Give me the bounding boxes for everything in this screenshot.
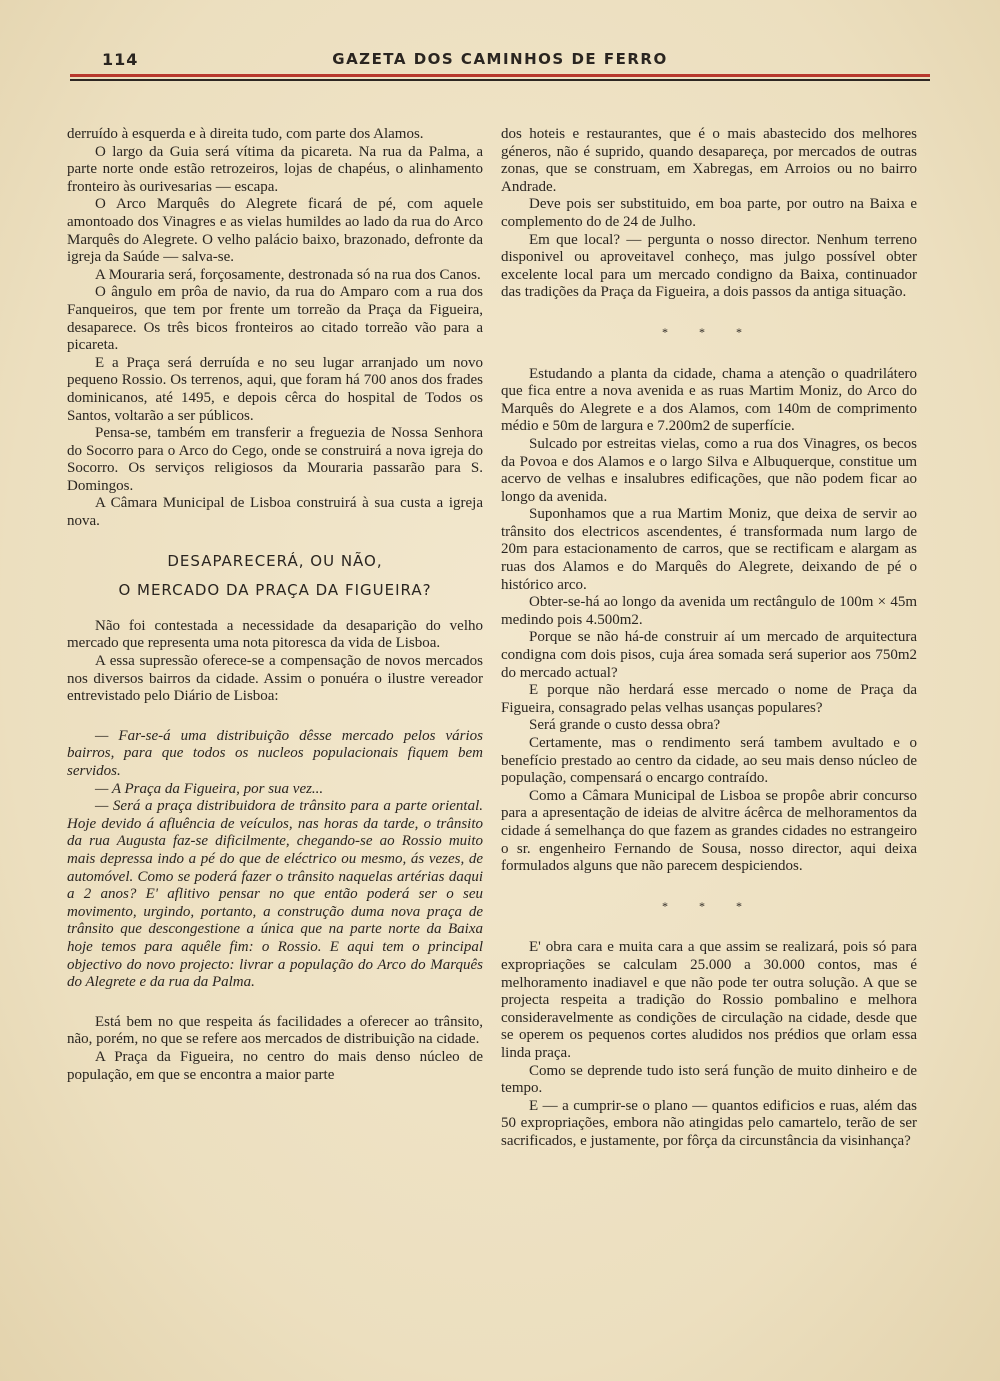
interview-quote [67,728,483,992]
section-separator: * * * [662,898,756,913]
paragraph: Não foi contestada a necessidade da desaparição do velho mercado que representa uma nota pitoresca da vida de Lisboa. [67,617,483,652]
paragraph: E a Praça será derruída e no seu lugar arranjado um novo pequeno Rossio. Os terrenos, aqui, que foram há 700 anos dos frades dominicanos, até 1495, e depois cêrca do hospital de Todos os Santos, voltarão a ser públicos. [67,354,483,424]
paragraph: dos hoteis e restaurantes, que é o mais abastecido dos melhores géneros, não é suprido, quando desapareça, por mercados de outras zonas, que se construam, em Xabregas, em Arroios ou no bairro Andrade. [501,126,917,195]
section-heading-line-1: DESAPARECERÁ, OU NÃO, [167,551,383,570]
paragraph: O largo da Guia será vítima da picareta. Na rua da Palma, a parte norte onde estão retrozeiros, lojas de chapéus, o alinhamento fronteiro às ourivesarias — escapa. [67,143,483,195]
paragraph: Em que local? — pergunta o nosso director. Nenhum terreno disponivel ou aproveitavel conheço, mas julgo possível obter excelente local para um mercado condigno da Baixa, continuador das tradições da Praça da Figueira, a dois passos da antiga situação. [501,231,917,301]
paragraph: E porque não herdará esse mercado o nome de Praça da Figueira, consagrado pelas velhas usanças populares? [501,682,917,716]
left-column [67,126,483,1084]
paragraph: Pensa-se, também em transferir a freguezia de Nossa Senhora do Socorro para o Arco do Cego, onde se construirá a nova igreja do Socorro. Os serviços religiosos da Mouraria passarão para S. Domingos. [67,425,483,494]
paragraph: O Arco Marquês do Alegrete ficará de pé, com aquele amontoado dos Vinagres e as vielas humildes ao lado da rua do Arco Marquês do Alegrete. O velho palácio baixo, brazonado, defronte da igreja da Saúde — salva-se. [67,196,483,266]
section-heading-line-2: O MERCADO DA PRAÇA DA FIGUEIRA? [118,581,432,600]
paragraph: A Câmara Municipal de Lisboa construirá à sua custa a igreja nova. [67,495,483,530]
paragraph: E — a cumprir-se o plano — quantos edificios e ruas, além das 50 expropriações, embora não atingidas pelo camartelo, terão de ser sacrificados, e justamente, por fôrça da circunstância da visinhança? [501,1097,917,1149]
section-separator: * * * [662,324,756,339]
paragraph: Será grande o custo dessa obra? [529,717,721,734]
header-rule [70,74,930,84]
paragraph: O ângulo em prôa de navio, da rua do Amparo com a rua dos Fanqueiros, que tem por frente um torreão da Praça da Figueira, desaparece. Os três bicos fronteiros ao citado torreão vão para a picareta. [67,284,483,354]
paragraph: E' obra cara e muita cara a que assim se realizará, pois só para expropriações se calculam 25.000 a 30.000 contos, mas é melhoramento inadiavel e que não pode ter outra solução. A que se projecta respeita a tradição do Rossio pombalino e melhora consideravelmente as condições de circulação na cidade, desde que se operem os pequenos cortes aludidos nos prédios que orlam essa linda praça. [501,939,917,1061]
journal-title: GAZETA DOS CAMINHOS DE FERRO [332,50,668,68]
quote-paragraph: — A Praça da Figueira, por sua vez... [95,780,324,797]
paragraph: Deve pois ser substituido, em boa parte, por outro na Baixa e complemento do de 24 de Julho. [501,196,917,230]
paragraph: Está bem no que respeita ás facilidades a oferecer ao trânsito, não, porém, no que se refere aos mercados de distribuição na cidade. [67,1013,483,1048]
paragraph: A Praça da Figueira, no centro do mais denso núcleo de população, em que se encontra a maior parte [67,1048,483,1083]
quote-paragraph: — Será a praça distribuidora de trânsito para a parte oriental. Hoje devido á afluência de veículos, nas horas da tarde, o trânsito da rua Augusta faz-se dificilmente, chegando-se ao Rossio muito mais depressa indo a pé do que de eléctrico ou mesmo, ás vezes, de automóvel. Como se poderá fazer o trânsito naquelas artérias daqui a 2 anos? E' aflitivo pensar no que então poderá ser o seu movimento, urgindo, portanto, a construção duma nova praça de trânsito que descongestione a única que na parte norte da Baixa hoje temos para aquêle fim: o Rossio. E aqui tem o principal objectivo do novo projecto: livrar a população do Arco do Marquês do Alegrete e da rua da Palma. [67,798,483,991]
paragraph: derruído à esquerda e à direita tudo, com parte dos Alamos. [67,126,424,142]
paragraph: A essa supressão oferece-se a compensação de novos mercados nos diversos bairros da cidade. Assim o ponuéra o ilustre vereador entrevistado pelo Diário de Lisboa: [67,653,483,705]
paragraph: A Mouraria será, forçosamente, destronada só na rua dos Canos. [95,266,481,283]
paragraph: Porque se não há-de construir aí um mercado de arquitectura condigna com dois pisos, cuja área somada será superior aos 750m2 do mercado actual? [501,629,917,681]
paragraph: Como se deprende tudo isto será função de muito dinheiro e de tempo. [501,1062,917,1097]
right-column [501,126,917,1150]
paragraph: Suponhamos que a rua Martim Moniz, que deixa de servir ao trânsito dos electricos ascendentes, é transformada num largo de 20m para estacionamento de carros, que se rectificam e alargam as ruas dos Alamos e do Marquês do Alegrete, deixando de pé o histórico arco. [501,506,917,593]
paragraph: Obter-se-há ao longo da avenida um rectângulo de 100m × 45m medindo pois 4.500m2. [501,594,917,628]
page-number: 114 [102,50,139,69]
paragraph: Como a Câmara Municipal de Lisboa se propôe abrir concurso para a apresentação de ideias de alvitre ácêrca de melhoramentos da cidade á semelhança do que fazem as grandes cidades no estrangeiro o sr. engenheiro Fernando de Sousa, nosso director, aqui deixa formulados alguns que não parecem despiciendos. [501,787,917,875]
paragraph: Sulcado por estreitas vielas, como a rua dos Vinagres, os becos da Povoa e dos Alamos e o largo Silva e Albuquerque, constitue um acervo de velhas e insalubres edificações, que não podem ficar ao longo da avenida. [501,435,917,505]
page-header [70,44,930,74]
paragraph: Estudando a planta da cidade, chama a atenção o quadrilátero que fica entre a nova avenida e as ruas Martim Moniz, do Arco do Marquês do Alegrete e a dos Alamos, com 140m de comprimento médio e 50m de largura e 7.200m2 de superfície. [501,365,917,435]
quote-paragraph: — Far-se-á uma distribuição dêsse mercado pelos vários bairros, para que todos os nucleos populacionais fiquem bem servidos. [67,727,483,779]
paragraph: Certamente, mas o rendimento será tambem avultado e o benefício prestado ao centro da cidade, ao seu mais denso núcleo de população, compensará o encargo contraído. [501,735,917,787]
